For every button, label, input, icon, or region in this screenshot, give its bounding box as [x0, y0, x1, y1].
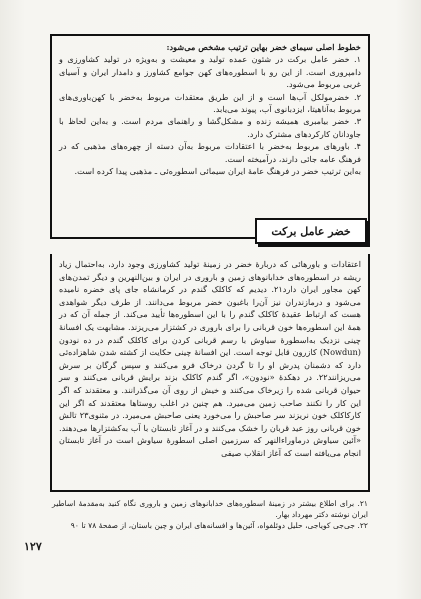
summary-closing: به‌این ترتیب خضر در فرهنگ عامهٔ ایران سیمائی اسطوره‌ئی ـ مذهبی پیدا کرده است. [74, 166, 361, 177]
summary-item-2: ۲. خضرمولکل آب‌ها است و از این طریق معتقدات مربوط به‌خضر با کهن‌باوری‌های مربوط به‌آناهیتا، ایزدبانوی آب، پیوند می‌یابد. [59, 91, 361, 115]
footnotes [52, 498, 368, 532]
summary-item-1: ۱. خضر عامل برکت در شئون عمده تولید و معیشت و به‌ویژه در تولید کشاورزی و دامپروری است. از این رو با اسطوره‌های کهن جوامع کشاورز و دامدار ایران و آسیای غربی مربوط می‌شود. [59, 54, 361, 90]
footnote-21: ۲۱. برای اطلاع بیشتر در زمینهٔ اسطوره‌های خدابانوهای زمین و باروری نگاه کنید به‌مقدمهٔ اساطیر ایران نوشته دکتر مهرداد بهار. [52, 499, 368, 520]
section-heading: خضر عامل برکت [255, 218, 367, 244]
summary-item-4: ۴. باورهای مربوط به‌خضر با اعتقادات مربوط به‌آن دسته از چهره‌های مذهبی که در فرهنگ عامه جائی دارند، درآمیخته است. [59, 141, 361, 164]
summary-box [50, 34, 370, 239]
summary-item-3: ۳. خضر بیامبری همیشه زنده و مشکل‌گشا و راهنمای مردم است. و به‌این لحاظ با جاودانان کارکردهای مشترک دارد. [59, 116, 361, 139]
summary-intro: خطوط اصلی سیمای خضر بهاین ترتیب مشخص می‌شود: [166, 42, 361, 52]
body-paragraph: اعتقادات و باورهائی که دربارهٔ خضر در زمینهٔ تولید کشاورزی وجود دارد، به‌احتمال زیاد ریشه در اسطوره‌های خدابانوهای زمین و باروری در ایران و بین‌النهرین و دیگر تمدن‌های کهن مجاور ایران دارد۲۱. دیدیم که کاکلک گندم در کرمانشاه جای پای خضره نامیده می‌شود و درمازندران نیز آن‌را باغبون خضر مربوط می‌دانند. از طرف دیگر شواهدی هست که ارتباط عقیدهٔ کاکلک گندم را با این اسطوره‌ها تأیید می‌کند. از جمله آن که در همهٔ این اسطوره‌ها خون قربانی را برای باروری در کشتزار می‌ریزند. مشابهت یک افسانهٔ چینی نزدیک به‌اسطورهٔ سیاوش با رسم قربانی کردن برای کاکلک گندم در ده نودون (Nowdun) کازرون قابل توجه است. این افسانهٔ چینی حکایت از کشته شدن شاهزاده‌ئی دارد که دشمنان پدرش او را تا گردن درخاک فرو می‌کنند و سپس گرگان بر سرش می‌ریزانند۲۲. در دهکدهٔ «نودون»، اگر گندم کاکلک بزند برایش قربانی می‌کنند و سر حیوان قربانی شده را زیرخاک می‌کنند و خیش از روی آن می‌گذرانند. و معتقدند که اگر این کار را نکنند صاحب زمین می‌میرد. هم چنین در اغلب روستاها معتقدند که اگر این کارکاکلک خون نریزند سر صاحبش را می‌خورد یعنی صاحبش می‌میرد. در مثنوی۲۳ تالش خون قربانی روز عید قربان را خشک می‌کنند و در آغاز تابستان با آب به‌کشتزارها می‌دهند. «آئین سیاوش درماوراءالنهر که سرزمین اصلی اسطورهٔ سیاوش است در آغاز تابستان انجام می‌یافته است که آغاز انقلاب صیفی [59, 259, 361, 458]
body-text-box [50, 254, 370, 492]
footnote-22: ۲۲. جی‌جی کویاجی، حلیل دوئلفواه، آئین‌ها و افسانه‌های ایران و چین باستان، از صفحهٔ ۷۸ تا ۹۰ [70, 521, 368, 531]
page-number: ۱۲۷ [24, 540, 42, 553]
